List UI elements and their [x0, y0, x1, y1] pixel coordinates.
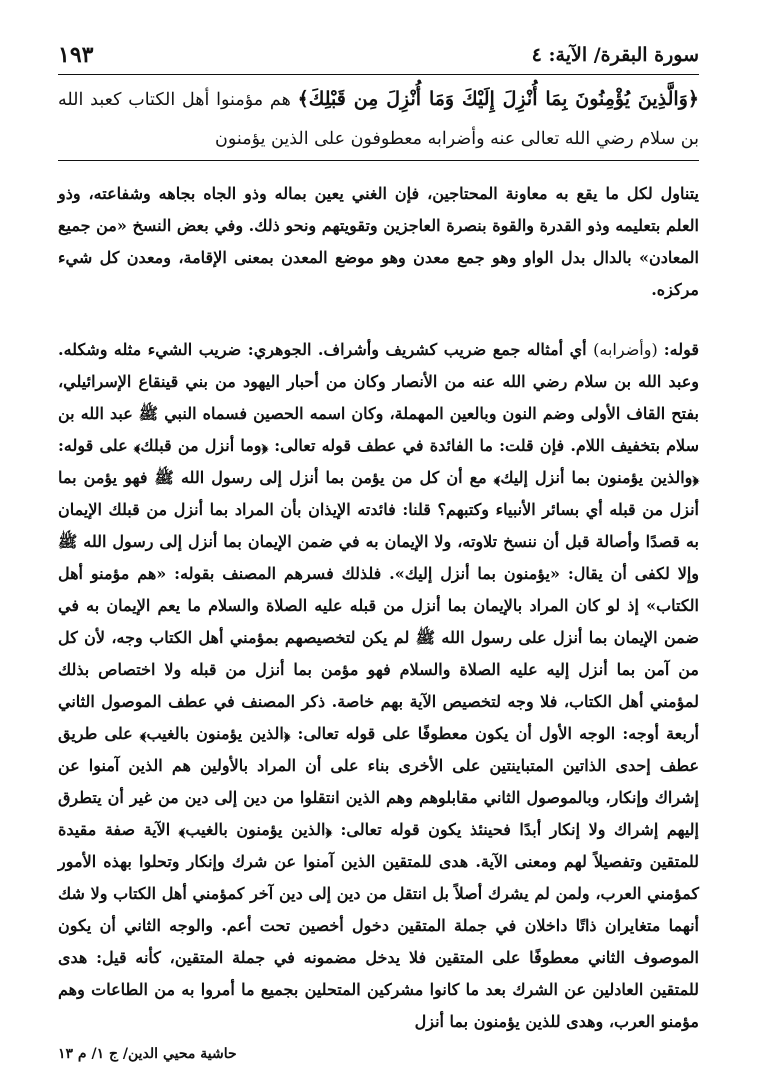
running-header: [58, 42, 699, 70]
body-paragraph-1: يتناول لكل ما يقع به معاونة المحتاجين، فإن الغني يعين بماله وذو الجاه بجاهه وشفاعته، وذو العلم بتعليمه وذو القدرة والقوة بنصرة العاجزين وتقويتهم ونحو ذلك. وفي بعض النسخ «من جميع المعادن» بالدال بدل الواو وهو جمع معدن وهو موضع المعدن بمعنى الإقامة، ومعدن كل شيء مركزه.: [58, 184, 699, 299]
tafsir-commentary: [58, 80, 699, 159]
commentary-text: هم مؤمنوا أهل الكتاب كعبد الله بن سلام رضي الله تعالى عنه وأضرابه معطوفون على الذين يؤمنون: [58, 90, 699, 149]
header-rule: [58, 74, 699, 75]
quran-verse: ﴿وَالَّذِينَ يُؤْمِنُونَ بِمَا أُنْزِلَ إِلَيْكَ وَمَا أُنْزِلَ مِن قَبْلِكَ﴾: [297, 88, 700, 110]
hashiya-body: [58, 178, 699, 1038]
paragraph-2-text: أي أمثاله جمع ضريب كشريف وأشراف. الجوهري: ضريب الشيء مثله وشكله. وعبد الله بن سلام رضي الله عنه من الأنصار وكان من أحبار اليهود من بني قينقاع الإسرائيلي، بفتح القاف الأولى وضم النون وبالعين المهملة، وكان اسمه الحصين فسماه النبي ﷺ عبد الله بن سلام بتخفيف اللام. فإن قلت: ما الفائدة في عطف قوله تعالى: ﴿وما أنزل من قبلك﴾ على قوله: ﴿والذين يؤمنون بما أنزل إليك﴾ مع أن كل من يؤمن بما أنزل إلى رسول الله ﷺ فهو يؤمن بما أنزل من قبله أي بسائر الأنبياء وكتبهم؟ قلنا: فائدته الإيذان بأن المراد بما أنزل من قبلك الإيمان به قصدًا وأصالة قبل أن ننسخ تلاوته، ولا الإيمان به في ضمن الإيمان بما أنزل إلى رسول الله ﷺ وإلا لكفى أن يقال: «يؤمنون بما أنزل إليك». فلذلك فسرهم المصنف بقوله: «هم مؤمنو أهل الكتاب» إذ لو كان المراد بالإيمان بما أنزل من قبله عليه الصلاة والسلام ما يعم الإيمان به في ضمن الإيمان بما أنزل على رسول الله ﷺ لم يكن لتخصيصهم بمؤمني أهل الكتاب وجه، لأن كل من آمن بما أنزل إليه عليه الصلاة والسلام فهو مؤمن بما أنزل من قبله ولا اختصاص بذلك لمؤمني أهل الكتاب، فلا وجه لتخصيص الآية بهم خاصة. ذكر المصنف في عطف الموصول الثاني أربعة أوجه: الوجه الأول أن يكون معطوفًا على قوله تعالى: ﴿الذين يؤمنون بالغيب﴾ على طريق عطف إحدى الذاتين المتباينتين على الأخرى بناء على أن المراد بالأولين هم الذين آمنوا عن إشراك وإنكار، وبالموصول الثاني مقابلوهم وهم الذين انتقلوا من دين إلى دين من غير أن يتطرق إليهم إشراك ولا إنكار أبدًا فحينئذ يكون قوله تعالى: ﴿الذين يؤمنون بالغيب﴾ الآية صفة مقيدة للمتقين وتفصيلاً لهم ومعنى الآية. هدى للمتقين الذين آمنوا عن شرك وإنكار وتحلوا بهذه الأمور كمؤمني العرب، ولمن لم يشرك أصلاً بل انتقل من دين إلى دين آخر كمؤمني أهل الكتاب ولا شك أنهما متغايران ذاتًا داخلان في جملة المتقين دخول أخصين تحت أعم. والوجه الثاني أن يكون الموصوف الثاني معطوفًا على المتقين فلا يدخل مضمونه في جملة المتقين، كأنه قيل: هدى للمتقين العادلين عن الشرك بعد ما كانوا مشركين المتحلين بجميع ما أمروا به من الطاعات وهم مؤمنو العرب، وهدى للذين يؤمنون بما أنزل: [58, 340, 700, 1031]
body-paragraph-2: [58, 334, 699, 1038]
footer-signature: حاشية محيي الدين/ ج ١/ م ١٣: [58, 1046, 237, 1062]
paragraph-lemma: قوله:: [663, 340, 700, 359]
paragraph-lemma-quote: (وأضرابه): [593, 340, 664, 359]
commentary-paragraph: [58, 80, 699, 159]
section-divider: [58, 160, 699, 161]
page-number: ١٩٣: [58, 42, 94, 68]
surah-reference: سورة البقرة/ الآية: ٤: [531, 44, 699, 66]
